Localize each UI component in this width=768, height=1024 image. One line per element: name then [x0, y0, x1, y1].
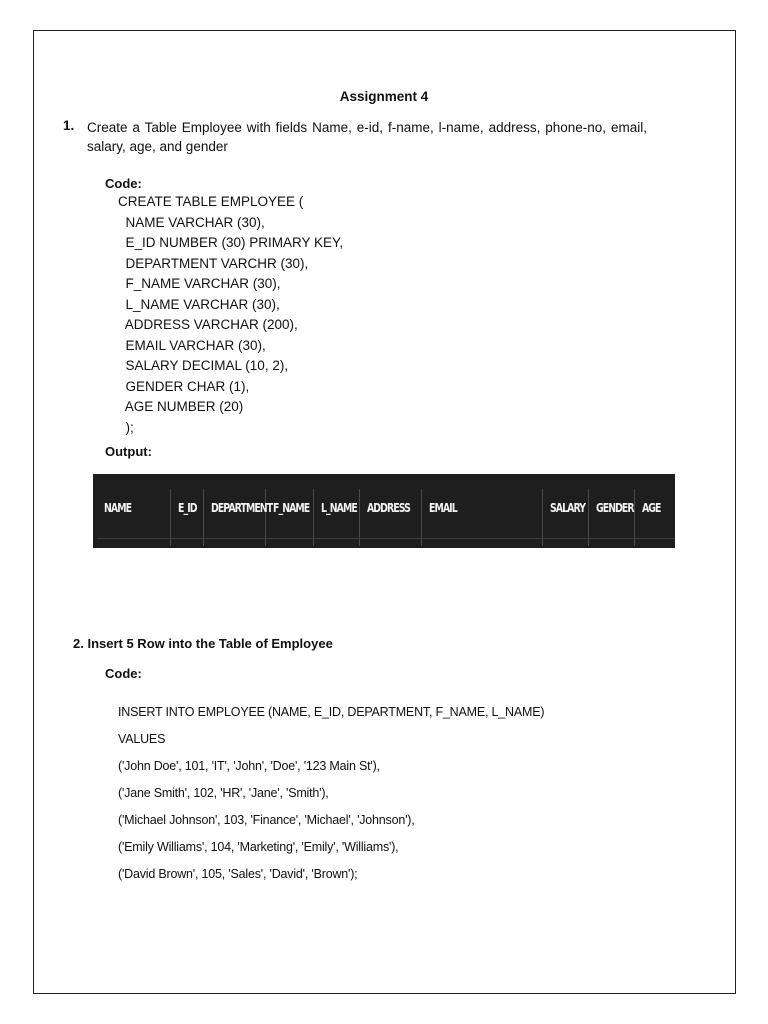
output-column-header: E_ID: [171, 489, 204, 546]
q1-code-line: AGE NUMBER (20): [118, 399, 244, 414]
q1-code-line: SALARY DECIMAL (10, 2),: [118, 358, 289, 373]
q1-code-line: L_NAME VARCHAR (30),: [118, 297, 280, 312]
question-1-number: 1.: [63, 118, 75, 133]
output-column-header: NAME: [97, 489, 171, 546]
output-column-header: AGE: [642, 501, 661, 515]
q2-code-line: ('Emily Williams', 104, 'Marketing', 'Emily', 'Williams'),: [118, 840, 399, 854]
q1-code-line: GENDER CHAR (1),: [118, 379, 250, 394]
output-table-divider: [97, 538, 675, 539]
q1-code-line: ADDRESS VARCHAR (200),: [118, 317, 298, 332]
q1-code-line: );: [118, 420, 134, 435]
q2-code-line: ('Michael Johnson', 103, 'Finance', 'Michael', 'Johnson'),: [118, 813, 415, 827]
output-table-screenshot: [93, 474, 675, 548]
question-2-heading: 2. Insert 5 Row into the Table of Employee: [73, 636, 333, 651]
output-column-header: F_NAME: [266, 489, 314, 546]
q1-code-line: EMAIL VARCHAR (30),: [118, 338, 266, 353]
output-column-header: GENDER: [589, 489, 635, 546]
q2-code-line: ('John Doe', 101, 'IT', 'John', 'Doe', '123 Main St'),: [118, 759, 380, 773]
q2-code-line: INSERT INTO EMPLOYEE (NAME, E_ID, DEPARTMENT, F_NAME, L_NAME): [118, 705, 545, 719]
q2-code-line: ('Jane Smith', 102, 'HR', 'Jane', 'Smith'),: [118, 786, 329, 800]
q2-code-label: Code:: [105, 666, 142, 681]
q1-code-line: DEPARTMENT VARCHR (30),: [118, 256, 309, 271]
q1-code-line: CREATE TABLE EMPLOYEE (: [118, 194, 304, 209]
q1-code-line: E_ID NUMBER (30) PRIMARY KEY,: [118, 235, 344, 250]
output-column-header: ADDRESS: [360, 489, 422, 546]
question-1-text: Create a Table Employee with fields Name, e-id, f-name, l-name, address, phone-no, email, salary, age, and gender: [87, 120, 647, 154]
output-column-header: DEPARTMENT: [204, 489, 266, 546]
output-column-header: EMAIL: [422, 489, 543, 546]
q1-code-line: NAME VARCHAR (30),: [118, 215, 265, 230]
q1-code-label: Code:: [105, 176, 142, 191]
q1-output-label: Output:: [105, 444, 152, 459]
output-column-header: SALARY: [543, 489, 589, 546]
q2-code-line: ('David Brown', 105, 'Sales', 'David', 'Brown');: [118, 867, 358, 881]
output-column-header: L_NAME: [314, 489, 360, 546]
page-title: Assignment 4: [339, 89, 429, 104]
q1-code-line: F_NAME VARCHAR (30),: [118, 276, 281, 291]
q2-code-line: VALUES: [118, 732, 166, 746]
